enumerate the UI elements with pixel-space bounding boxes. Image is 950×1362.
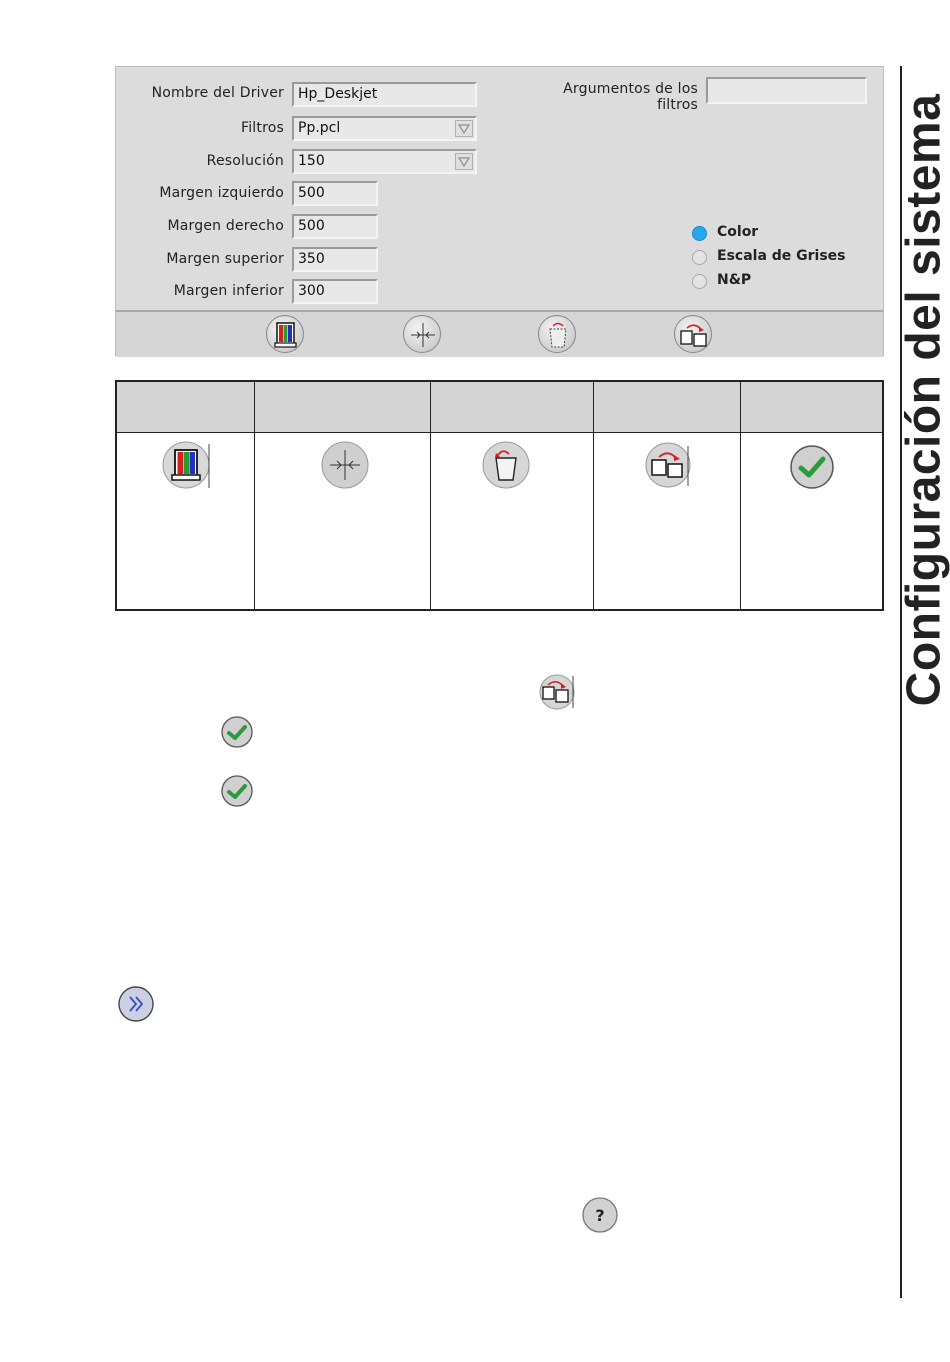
resolution-select-value: 150	[298, 153, 325, 169]
section-title: Configuración del sistema	[897, 93, 950, 707]
copy-arrow-button[interactable]	[674, 315, 712, 353]
filter-args-label: Argumentos de los filtros	[563, 81, 698, 113]
table-divider	[254, 382, 255, 609]
margin-bottom-input[interactable]: 300	[292, 279, 378, 304]
dialog-toolbar	[116, 310, 883, 357]
radio-color-label: Color	[717, 224, 759, 240]
radio-bw-label: N&P	[717, 272, 752, 288]
chevron-down-icon[interactable]	[455, 120, 473, 137]
table-header-row	[117, 382, 882, 433]
trash-icon	[481, 440, 531, 490]
printer-colors-button[interactable]	[266, 315, 304, 353]
table-divider	[740, 382, 741, 609]
filters-select[interactable]	[292, 116, 477, 141]
crosshair-icon	[404, 316, 442, 354]
table-divider	[430, 382, 431, 609]
copy-arrow-icon	[675, 316, 713, 354]
table-divider	[593, 382, 594, 609]
margin-left-input[interactable]: 500	[292, 181, 378, 206]
driver-name-input[interactable]: Hp_Deskjet	[292, 82, 477, 107]
resolution-label: Resolución	[206, 153, 284, 169]
radio-grayscale-label: Escala de Grises	[717, 248, 846, 264]
radio-bw-dot[interactable]	[692, 274, 707, 289]
help-icon	[581, 1196, 619, 1234]
filter-args-input[interactable]	[706, 77, 867, 104]
printer-colors-icon	[161, 440, 211, 490]
checkmark-icon	[220, 715, 254, 749]
trash-button[interactable]	[538, 315, 576, 353]
crosshair-button[interactable]	[403, 315, 441, 353]
margin-left-label: Margen izquierdo	[159, 185, 284, 201]
printer-colors-icon	[267, 316, 305, 354]
copy-arrow-icon	[643, 440, 693, 490]
checkmark-icon	[787, 442, 837, 492]
resolution-select[interactable]	[292, 149, 477, 174]
svg-text:?: ?	[595, 1206, 605, 1225]
radio-color-dot[interactable]	[692, 226, 707, 241]
checkmark-icon	[220, 774, 254, 808]
driver-name-label: Nombre del Driver	[151, 85, 284, 101]
filters-label: Filtros	[240, 120, 284, 136]
printer-driver-dialog	[115, 66, 884, 356]
copy-arrow-icon	[538, 673, 576, 711]
toolbar-reference-table	[115, 380, 884, 611]
trash-icon	[539, 316, 577, 354]
filters-select-value: Pp.pcl	[298, 120, 341, 136]
crosshair-icon	[320, 440, 370, 490]
radio-grayscale-dot[interactable]	[692, 250, 707, 265]
margin-right-input[interactable]: 500	[292, 214, 378, 239]
chevron-down-icon[interactable]	[455, 153, 473, 170]
margin-top-label: Margen superior	[166, 251, 284, 267]
margin-top-input[interactable]: 350	[292, 247, 378, 272]
margin-bottom-label: Margen inferior	[173, 283, 284, 299]
margin-right-label: Margen derecho	[167, 218, 284, 234]
double-chevron-right-icon	[117, 985, 155, 1023]
